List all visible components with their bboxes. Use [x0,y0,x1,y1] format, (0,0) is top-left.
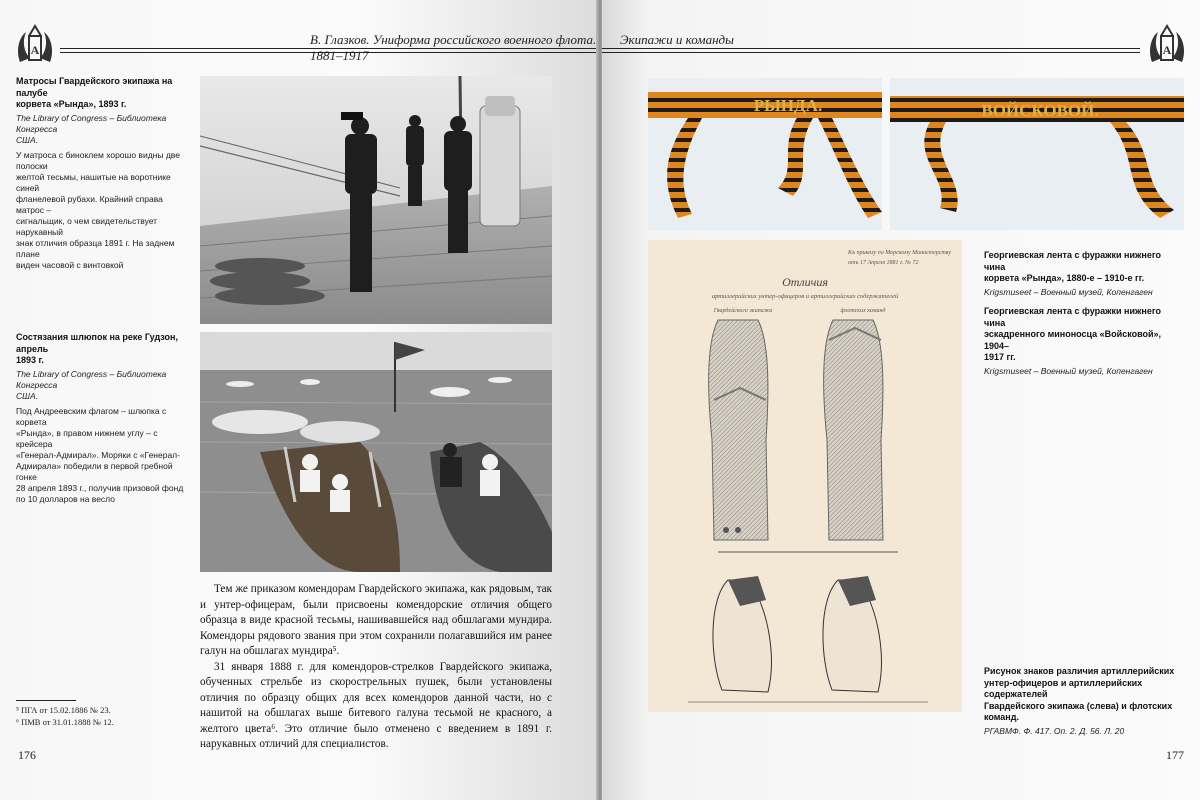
caption-title-line: унтер-офицеров и артиллерийских содержателей [984,677,1143,699]
svg-text:А: А [1162,43,1172,57]
caption-body-line: знак отличия образца 1891 г. На заднем плане [16,237,175,259]
svg-text:А: А [30,43,40,57]
drawing-subtitle: артиллерийских унтер-офицеров и артиллерийских содержателей [711,293,899,300]
caption-title-line: корвета «Рында», 1880-е – 1910-е гг. [984,273,1145,283]
caption-title-line: Гвардейского экипажа (слева) и флотских команд. [984,700,1173,722]
emblem-icon [12,22,58,68]
caption-title-line: Матросы Гвардейского экипажа на палубе [16,76,173,98]
page-number: 177 [1166,748,1184,762]
page-number: 176 [18,748,36,762]
caption-source-line: The Library of Congress – Библиотека Конгресса [16,112,167,134]
caption-body-line: «Генерал-Адмирал». Моряки с «Генерал- [16,449,180,460]
boat-race-photo [200,332,552,572]
deck-photo [200,76,552,324]
running-head: В. Глазков. Униформа российского военного флота. 1881–1917 [310,32,597,63]
caption-title-line: Георгиевская лента с фуражки нижнего чина [984,250,1161,272]
ribbon-inscription: ВОЙСКОВОЙ. [981,101,1099,120]
caption-source-line: США. [16,390,38,401]
emblem-icon [1144,22,1190,68]
archival-drawing [648,240,962,712]
body-text [200,582,552,753]
caption-title-line: корвета «Рында», 1893 г. [16,99,127,109]
caption-title-line: Состязания шлюпок на реке Гудзон, апрель [16,332,178,354]
caption-body-line: Адмирала» победили в первой гребной гонке [16,460,173,482]
photo-caption-2 [16,332,192,505]
caption-title-line: Рисунок знаков различия артиллерийских [984,666,1175,676]
caption-body-line: по 10 долларов на весло [16,493,115,504]
caption-body-line: сигнальщик, о чем свидетельствует нарукавный [16,215,158,237]
drawing-corner-note: Къ приказу по Морскому Министерству [848,250,952,256]
footnote: ⁵ ПГА от 15.02.1886 № 23. [16,705,111,715]
caption-source: Krigsmuseet – Военный музей, Копенгаген [984,286,1153,297]
paragraph: Тем же приказом комендорам Гвардейского экипажа, как рядовым, так и унтер-офицерам, были присвоены комендорские отличия общего образца в виде красной тесьмы, нашивавшейся над обшлагами мундира. Комендоры рядового звания при этом сохранили полагавшийся им ранее галун на обшлагах мундира⁵. [200,583,552,657]
ribbon-photo-voiskovoi [890,78,1184,230]
caption-source-line: The Library of Congress – Библиотека Конгресса [16,368,167,390]
drawing-title: Отличия [782,275,828,289]
right-page [602,0,1200,800]
caption-title-line: Георгиевская лента с фуражки нижнего чина [984,306,1161,328]
caption-body-line: «Рында», в правом нижнем углу – с крейсера [16,427,158,449]
caption-source-line: США. [16,134,38,145]
header-rule [602,48,1140,53]
caption-body-line: желтой тесьмы, нашитые на воротнике синей [16,171,171,193]
caption-title-line: эскадренного миноносца «Войсковой», 1904– [984,329,1162,351]
footnote-rule [16,700,76,701]
caption-body-line: Под Андреевским флагом – шлюпка с корвета [16,405,167,427]
footnote: ⁶ ПМВ от 31.01.1888 № 12. [16,717,114,727]
caption-title-line: 1893 г. [16,355,44,365]
left-page [0,0,598,800]
caption-source: РГАВМФ. Ф. 417. Оп. 2. Д. 56. Л. 20 [984,725,1125,736]
drawing-label-left: Гвардейского экипажа [713,308,773,314]
caption-title-line: 1917 гг. [984,352,1016,362]
caption-body-line: фланелевой рубахи. Крайний справа матрос – [16,193,163,215]
caption-source: Krigsmuseet – Военный музей, Копенгаген [984,365,1153,376]
ribbon-caption-2 [984,306,1184,377]
drawing-caption [984,666,1184,737]
ribbon-caption-1 [984,250,1184,298]
drawing-label-right: флотских команд [840,308,886,314]
paragraph: 31 января 1888 г. для комендоров-стрелков Гвардейского экипажа, обученных стрельбе из скорострельных пушек, были установлены отличия по образцу общих для всех комендоров данной части, но с нашитой на обшлагах выше битевого галуна тесьмой не красного, а желтого цвета⁶. Это отличие было отменено с введением в 1891 г. нарукавных отличий для специалистов. [200,660,552,750]
caption-body-line: виден часовой с винтовкой [16,259,124,270]
running-head: Экипажи и команды [620,32,734,47]
ribbon-inscription: РЫНДА. [753,96,823,115]
drawing-corner-note: отъ 17 Апреля 1881 г. № 72 [848,260,919,266]
photo-caption-1 [16,76,192,271]
caption-body-line: 28 апреля 1893 г., получив призовой фонд [16,482,184,493]
ribbon-photo-ryinda [648,78,882,230]
caption-body-line: У матроса с биноклем хорошо видны две полоски [16,149,180,171]
